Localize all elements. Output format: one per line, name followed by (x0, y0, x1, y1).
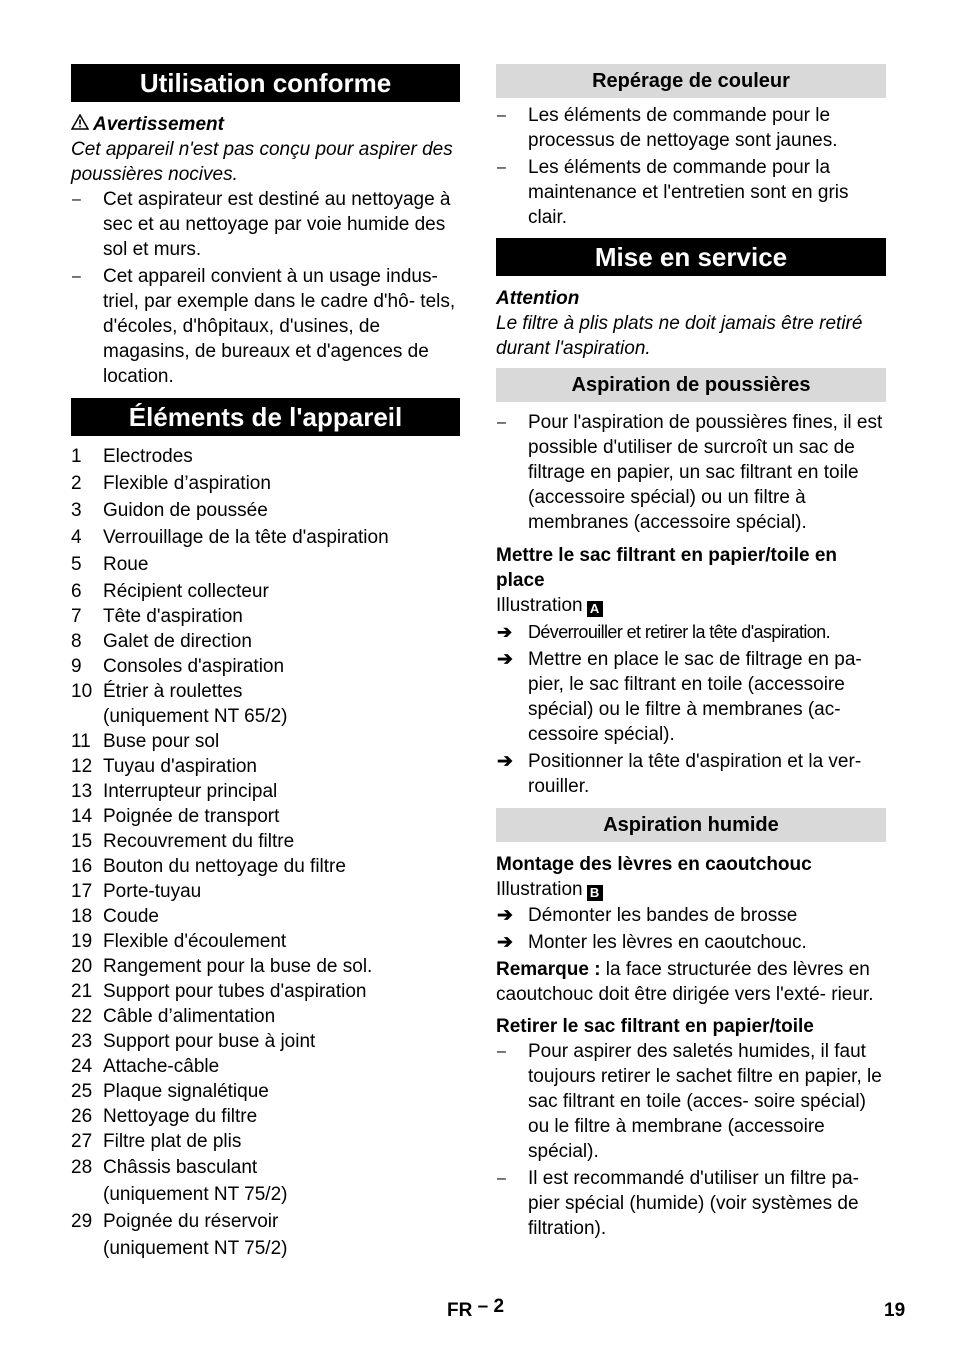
retirer-item: – Il est recommandé d'utiliser un filtre pa- pier spécial (humide) (voir systèmes de filtration). (496, 1166, 886, 1241)
list-item: 21 Support pour tubes d'aspiration (71, 981, 367, 1002)
arrow-right-icon: ➔ (497, 932, 513, 953)
list-item: 25 Plaque signalétique (71, 1081, 269, 1102)
list-item: 26 Nettoyage du filtre (71, 1106, 258, 1127)
step-item: ➔ Monter les lèvres en caoutchouc. (497, 932, 807, 953)
list-item: 2 Flexible d’aspiration (71, 473, 271, 494)
step-item: ➔ Positionner la tête d'aspiration et la ver- rouiller. (497, 751, 862, 797)
remarque-text: la face structurée des lèvres en caoutchouc doit être dirigée vers l'exté- rieur. (496, 959, 874, 1005)
step-item: ➔ Démonter les bandes de brosse (497, 905, 798, 926)
heading-aspiration-poussieres: Aspiration de poussières (496, 368, 886, 402)
heading-utilisation-conforme: Utilisation conforme (71, 64, 460, 102)
retirer-item: – Pour aspirer des saletés humides, il faut toujours retirer le sachet filtre en papier, le sac filtrant en toile (acces- soire spécial) ou le filtre à membrane (accessoire spécial). (496, 1039, 886, 1164)
warning-label: Avertissement (93, 114, 224, 135)
list-item: 22 Câble d’alimentation (71, 1006, 276, 1027)
elements-list (71, 444, 460, 1262)
step-item: ➔ Mettre en place le sac de filtrage en pa- pier, le sac filtrant en toile (accessoire spécial) ou le filtre à membranes (ac- cessoire spécial). (497, 649, 862, 745)
list-item: 24 Attache-câble (71, 1056, 220, 1077)
step-item: ➔ Déverrouiller et retirer la tête d'aspiration. (496, 620, 886, 645)
footer-subpage: – 2 (477, 1296, 505, 1317)
subheading-montage-levres: Montage des lèvres en caoutchouc (496, 854, 812, 875)
list-item: 6 Récipient collecteur (71, 581, 269, 602)
use-item: – Cet aspirateur est destiné au nettoyage à sec et au nettoyage par voie humide des sol et murs. (71, 187, 460, 262)
list-item: 12 Tuyau d'aspiration (71, 756, 257, 777)
list-item: 9 Consoles d'aspiration (71, 656, 285, 677)
heading-reperage-couleur: Repérage de couleur (496, 64, 886, 98)
couleur-item: – Les éléments de commande pour la maintenance et l'entretien sont en gris clair. (496, 155, 886, 230)
subheading-mettre-sac: Mettre le sac filtrant en papier/toile en place (496, 545, 838, 591)
arrow-right-icon: ➔ (497, 649, 513, 670)
subheading-retirer-sac: Retirer le sac filtrant en papier/toile (496, 1016, 814, 1037)
couleur-item: – Les éléments de commande pour le processus de nettoyage sont jaunes. (496, 103, 886, 153)
list-item: 10 Étrier à roulettes (uniquement NT 65/2) (71, 681, 288, 727)
footer-language: FR – 2 (447, 1296, 505, 1321)
heading-mise-en-service: Mise en service (496, 238, 886, 276)
list-item: 3 Guidon de poussée (71, 500, 268, 521)
arrow-right-icon: ➔ (497, 905, 513, 926)
list-item: 1 Electrodes (71, 446, 193, 467)
list-item: 29 Poignée du réservoir (uniquement NT 75/2) (71, 1211, 288, 1259)
list-item: 7 Tête d'aspiration (71, 606, 243, 627)
remarque-paragraph (496, 957, 886, 1007)
list-item: 5 Roue (71, 554, 149, 575)
list-item: 11 Buse pour sol (71, 731, 220, 752)
arrow-right-icon: ➔ (497, 751, 513, 772)
list-item: 19 Flexible d'écoulement (71, 931, 287, 952)
list-item: 27 Filtre plat de plis (71, 1131, 242, 1152)
list-item: 8 Galet de direction (71, 631, 252, 652)
list-item: 20 Rangement pour la buse de sol. (71, 956, 373, 977)
list-item: 28 Châssis basculant (uniquement NT 75/2) (71, 1157, 288, 1205)
list-item: 23 Support pour buse à joint (71, 1031, 316, 1052)
attention-text: Le filtre à plis plats ne doit jamais être retiré durant l'aspiration. (496, 313, 863, 359)
list-item: 4 Verrouillage de la tête d'aspiration (71, 527, 389, 548)
use-item: – Cet appareil convient à un usage indus- triel, par exemple dans le cadre d'hô- tels, d'écoles, d'hôpitaux, d'usines, de magasins, de bureaux et d'agences de location. (71, 264, 460, 389)
right-column (496, 64, 886, 1241)
warning-heading (71, 112, 460, 137)
warning-triangle-icon (71, 112, 93, 137)
illustration-b-badge: B (587, 885, 603, 901)
warning-text: Cet appareil n'est pas conçu pour aspirer des poussières nocives. (71, 139, 453, 185)
page-number: 19 (884, 1300, 906, 1321)
arrow-right-icon: ➔ (497, 622, 512, 642)
list-item: 14 Poignée de transport (71, 806, 280, 827)
illustration-a-badge: A (587, 601, 603, 617)
heading-elements-appareil: Éléments de l'appareil (71, 398, 460, 436)
list-item: 15 Recouvrement du filtre (71, 831, 295, 852)
heading-aspiration-humide: Aspiration humide (496, 808, 886, 842)
left-column (71, 64, 460, 1262)
remarque-label: Remarque : (496, 959, 601, 980)
list-item: 16 Bouton du nettoyage du filtre (71, 856, 346, 877)
illustration-ref-a: Illustration A (496, 593, 886, 618)
list-item: 18 Coude (71, 906, 159, 927)
illustration-ref-b: Illustration B (496, 877, 886, 902)
list-item: 13 Interrupteur principal (71, 781, 278, 802)
list-item: 17 Porte-tuyau (71, 881, 202, 902)
attention-label: Attention (496, 288, 580, 309)
poussieres-item: – Pour l'aspiration de poussières fines, il est possible d'utiliser de surcroît un sac de filtrage en papier, un sac filtrant en toile (accessoire spécial) ou un filtre à membranes (accessoire spécial). (496, 410, 886, 535)
